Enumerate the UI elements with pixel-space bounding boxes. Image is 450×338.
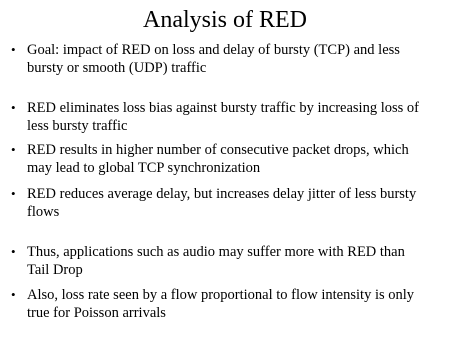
slide-title: Analysis of RED	[143, 7, 307, 33]
bullet-line: RED results in higher number of consecutive packet drops, which	[27, 142, 409, 158]
bullet-line: RED reduces average delay, but increases delay jitter of less bursty	[27, 186, 417, 202]
bullet-line: may lead to global TCP synchronization	[27, 160, 261, 176]
bullet-icon: •	[11, 100, 16, 115]
bullet-line: bursty or smooth (UDP) traffic	[27, 60, 207, 76]
bullet-line: Tail Drop	[27, 262, 83, 278]
bullet-text	[27, 141, 445, 177]
bullet-line: Goal: impact of RED on loss and delay of bursty (TCP) and less	[27, 42, 400, 58]
bullet-icon: •	[11, 142, 16, 157]
bullet-text	[27, 185, 445, 221]
bullet-line: true for Poisson arrivals	[27, 305, 166, 321]
bullet-line: RED eliminates loss bias against bursty traffic by increasing loss of	[27, 100, 419, 116]
bullet-icon: •	[11, 186, 16, 201]
bullet-text	[27, 286, 445, 322]
bullet-line: less bursty traffic	[27, 118, 128, 134]
bullet-icon: •	[11, 42, 16, 57]
bullet-line: flows	[27, 204, 60, 220]
bullet-line: Thus, applications such as audio may suffer more with RED than	[27, 244, 405, 260]
bullet-icon: •	[11, 287, 16, 302]
bullet-text	[27, 99, 445, 135]
bullet-text	[27, 243, 445, 279]
bullet-icon: •	[11, 244, 16, 259]
bullet-line: Also, loss rate seen by a flow proportional to flow intensity is only	[27, 287, 415, 303]
bullet-text	[27, 41, 445, 77]
